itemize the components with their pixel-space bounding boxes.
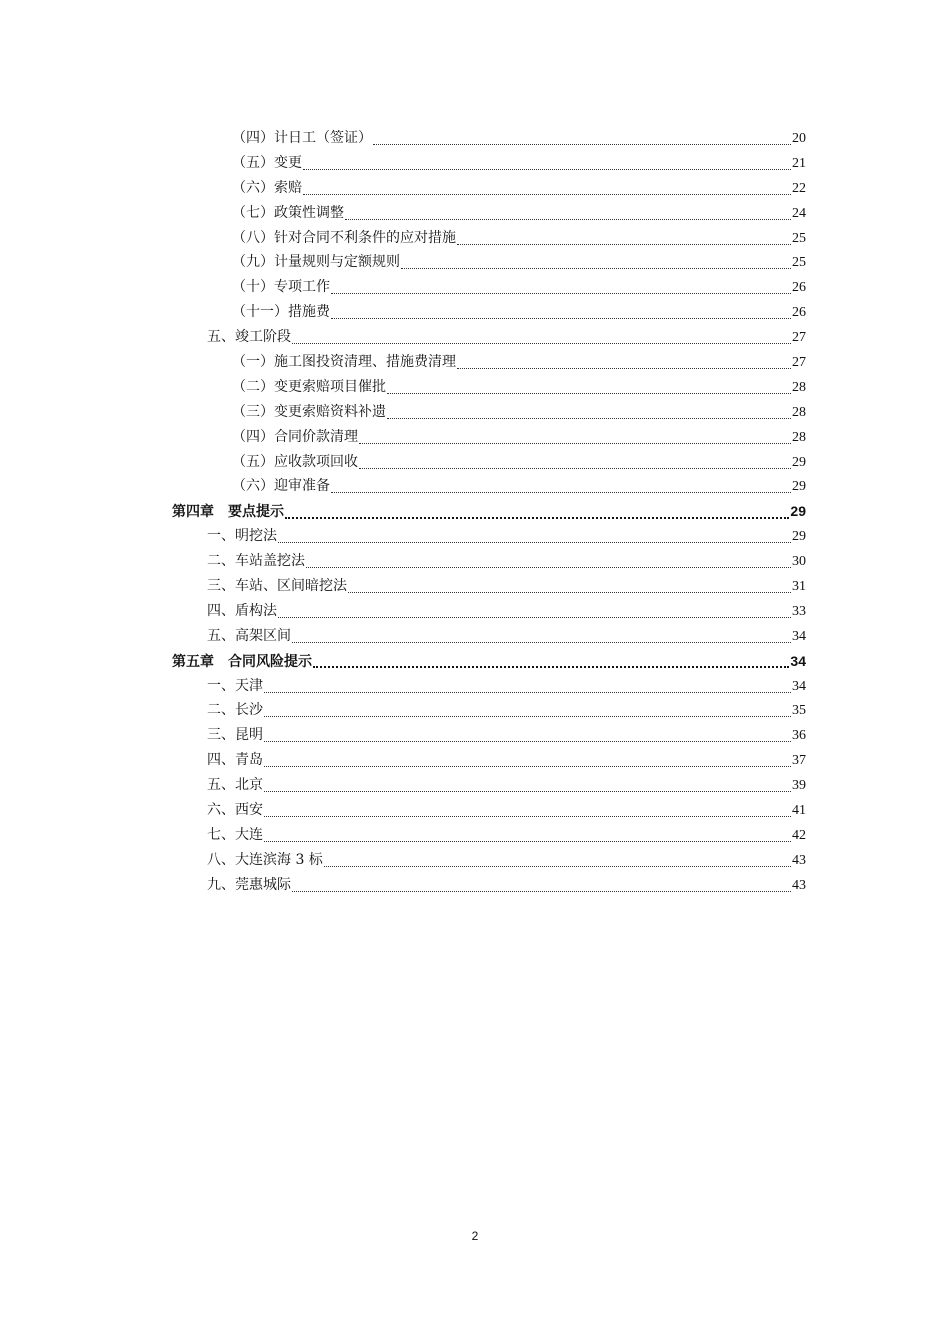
toc-entry-title: 五、高架区间 — [207, 627, 291, 644]
toc-dot-leader — [345, 219, 791, 220]
toc-entry-title: （二）变更索赔项目催批 — [232, 378, 386, 395]
toc-entry-page: 29 — [792, 529, 806, 545]
toc-entry-page: 29 — [792, 479, 806, 495]
toc-dot-leader — [348, 592, 791, 593]
toc-entry-page: 20 — [792, 131, 806, 146]
toc-entry-title: 五、竣工阶段 — [207, 329, 291, 346]
toc-chapter-entry[interactable] — [172, 499, 806, 524]
toc-entry[interactable] — [172, 300, 806, 325]
toc-entry-title: （五）应收款项回收 — [232, 453, 358, 470]
toc-entry-page: 39 — [792, 778, 806, 794]
toc-entry[interactable] — [172, 250, 806, 275]
toc-entry-page: 25 — [792, 230, 806, 246]
toc-entry-page: 22 — [792, 180, 806, 196]
toc-dot-leader — [303, 194, 791, 195]
toc-entry[interactable] — [172, 624, 806, 649]
toc-dot-leader — [264, 692, 791, 693]
toc-dot-leader — [331, 492, 791, 493]
toc-entry[interactable] — [172, 823, 806, 848]
toc-entry-page: 29 — [790, 503, 806, 520]
toc-entry[interactable] — [172, 176, 806, 201]
toc-entry-page: 28 — [792, 404, 806, 420]
toc-entry-title: 六、西安 — [207, 802, 263, 819]
toc-entry-page: 41 — [792, 803, 806, 819]
toc-dot-leader — [264, 741, 791, 742]
toc-entry[interactable] — [172, 350, 806, 375]
page-number: 2 — [471, 1229, 479, 1243]
toc-dot-leader — [278, 542, 791, 543]
toc-entry[interactable] — [172, 748, 806, 773]
toc-entry[interactable] — [172, 848, 806, 873]
toc-entry-title: （七）政策性调整 — [232, 204, 344, 221]
toc-entry-title: 七、大连 — [207, 826, 263, 843]
toc-entry[interactable] — [172, 798, 806, 823]
toc-entry-page: 29 — [792, 454, 806, 470]
toc-entry[interactable] — [172, 151, 806, 176]
toc-entry-title: （八）针对合同不利条件的应对措施 — [232, 229, 456, 246]
toc-entry-page: 28 — [792, 429, 806, 445]
toc-entry-page: 34 — [792, 628, 806, 644]
toc-entry-page: 37 — [792, 753, 806, 769]
toc-entry-title: 二、车站盖挖法 — [207, 553, 305, 570]
toc-entry-title: （四）计日工（签证） — [232, 130, 372, 146]
toc-dot-leader — [264, 816, 791, 817]
toc-entry-title: 三、车站、区间暗挖法 — [207, 578, 347, 595]
toc-entry-page: 43 — [792, 877, 806, 893]
toc-entry-title: （十一）措施费 — [232, 304, 330, 321]
toc-entry[interactable] — [172, 723, 806, 748]
toc-entry-page: 43 — [792, 852, 806, 868]
toc-entry[interactable] — [172, 450, 806, 475]
toc-entry-title: 一、天津 — [207, 677, 263, 694]
toc-entry-page: 28 — [792, 379, 806, 395]
toc-entry-page: 30 — [792, 554, 806, 570]
toc-entry[interactable] — [172, 599, 806, 624]
toc-entry-page: 35 — [792, 703, 806, 719]
toc-entry-page: 24 — [792, 205, 806, 221]
toc-dot-leader — [331, 318, 791, 319]
toc-entry[interactable] — [172, 375, 806, 400]
toc-dot-leader — [264, 716, 791, 717]
toc-dot-leader — [285, 517, 789, 519]
toc-entry-title: 四、盾构法 — [207, 602, 277, 619]
toc-entry[interactable] — [172, 201, 806, 226]
toc-entry-title: （四）合同价款清理 — [232, 428, 358, 445]
toc-entry-page: 33 — [792, 603, 806, 619]
table-of-contents — [172, 126, 806, 898]
toc-entry-title: （十）专项工作 — [232, 279, 330, 296]
toc-entry-title: （六）索赔 — [232, 179, 302, 196]
toc-dot-leader — [264, 766, 791, 767]
toc-dot-leader — [278, 617, 791, 618]
toc-entry[interactable] — [172, 226, 806, 251]
toc-dot-leader — [401, 268, 791, 269]
toc-entry-page: 31 — [792, 579, 806, 595]
toc-chapter-entry[interactable] — [172, 649, 806, 674]
toc-entry[interactable] — [172, 275, 806, 300]
toc-entry-title: 九、莞惠城际 — [207, 876, 291, 893]
toc-entry[interactable] — [172, 425, 806, 450]
toc-entry[interactable] — [172, 126, 806, 151]
toc-dot-leader — [292, 891, 791, 892]
toc-entry-page: 26 — [792, 280, 806, 296]
toc-dot-leader — [324, 866, 791, 867]
toc-entry[interactable] — [172, 400, 806, 425]
toc-dot-leader — [387, 393, 791, 394]
toc-entry[interactable] — [172, 674, 806, 699]
toc-entry-page: 34 — [790, 652, 806, 669]
toc-entry-page: 42 — [792, 827, 806, 843]
toc-entry-title: （六）迎审准备 — [232, 478, 330, 495]
toc-entry-page: 26 — [792, 305, 806, 321]
toc-entry-title: （一）施工图投资清理、措施费清理 — [232, 354, 456, 371]
toc-dot-leader — [457, 368, 791, 369]
toc-dot-leader — [292, 343, 791, 344]
toc-entry-page: 27 — [792, 355, 806, 371]
toc-entry[interactable] — [172, 524, 806, 549]
toc-entry-title: 第五章 合同风险提示 — [172, 653, 312, 670]
toc-entry-title: 二、长沙 — [207, 702, 263, 719]
toc-entry-title: 三、昆明 — [207, 727, 263, 744]
toc-entry-title: （九）计量规则与定额规则 — [232, 254, 400, 271]
toc-dot-leader — [331, 293, 791, 294]
toc-entry[interactable] — [172, 574, 806, 599]
toc-entry-page: 25 — [792, 255, 806, 271]
toc-entry-title: 第四章 要点提示 — [172, 504, 284, 521]
toc-dot-leader — [359, 443, 791, 444]
toc-dot-leader — [303, 169, 791, 170]
toc-entry-title: 五、北京 — [207, 777, 263, 794]
toc-dot-leader — [373, 144, 791, 145]
toc-dot-leader — [264, 841, 791, 842]
toc-entry[interactable] — [172, 325, 806, 350]
toc-entry[interactable] — [172, 474, 806, 499]
toc-entry-page: 34 — [792, 678, 806, 694]
toc-dot-leader — [313, 666, 789, 668]
toc-dot-leader — [306, 567, 791, 568]
toc-entry[interactable] — [172, 773, 806, 798]
toc-entry[interactable] — [172, 873, 806, 898]
toc-dot-leader — [387, 418, 791, 419]
toc-entry-page: 21 — [792, 155, 806, 171]
toc-dot-leader — [457, 244, 791, 245]
toc-dot-leader — [264, 791, 791, 792]
toc-entry-title: （三）变更索赔资料补遗 — [232, 403, 386, 420]
toc-entry-title: 一、明挖法 — [207, 528, 277, 545]
toc-entry-page: 27 — [792, 330, 806, 346]
toc-entry-title: 八、大连滨海 3 标 — [207, 851, 323, 868]
toc-entry-title: 四、青岛 — [207, 752, 263, 769]
toc-dot-leader — [292, 642, 791, 643]
toc-entry-title: （五）变更 — [232, 154, 302, 171]
toc-entry[interactable] — [172, 698, 806, 723]
toc-dot-leader — [359, 468, 791, 469]
toc-entry[interactable] — [172, 549, 806, 574]
toc-entry-page: 36 — [792, 728, 806, 744]
